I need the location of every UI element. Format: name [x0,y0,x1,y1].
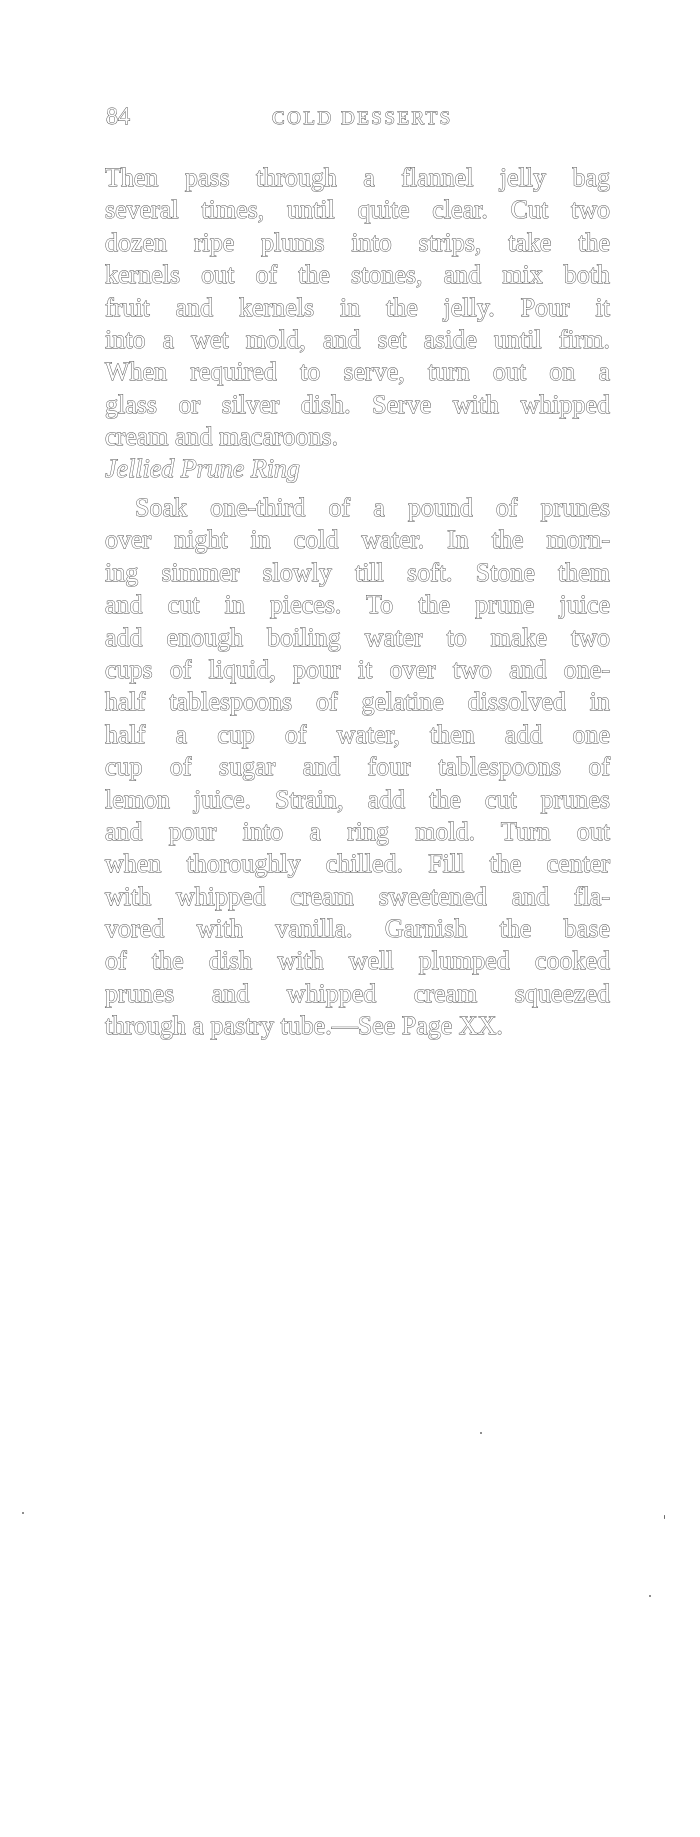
running-head [106,102,606,132]
dust-speck [649,1595,651,1597]
recipe-title: Jellied Prune Ring [105,454,300,483]
dust-speck [22,1512,24,1514]
text-line: several times, until quite clear. Cut two [105,195,610,225]
section-title: COLD DESSERTS [272,108,453,129]
text-line: and pour into a ring mold. Turn out [105,816,610,846]
text-line: cup of sugar and four tablespoons of [105,752,610,782]
text-line: When required to serve, turn out on a [105,357,610,387]
text-line: half a cup of water, then add one [105,719,610,749]
page-number: 84 [106,104,130,130]
text-line: add enough boiling water to make two [105,622,610,652]
text-line: when thoroughly chilled. Fill the center [105,849,610,879]
text-line: prunes and whipped cream squeezed [105,978,610,1008]
text-line: vored with vanilla. Garnish the base [105,914,610,944]
dust-speck [664,1515,665,1519]
text-line: fruit and kernels in the jelly. Pour it [105,292,610,322]
text-line: cream and macaroons. [105,422,339,452]
text-line: cups of liquid, pour it over two and one- [105,654,610,684]
text-line: Then pass through a flannel jelly bag [105,163,610,192]
paragraph-continued [105,162,610,454]
dust-speck [480,1432,482,1434]
text-line: of the dish with well plumped cooked [105,946,610,976]
text-line: glass or silver dish. Serve with whipped [105,389,610,419]
text-line: half tablespoons of gelatine dissolved in [105,687,610,717]
text-line: and cut in pieces. To the prune juice [105,590,610,620]
text-line: kernels out of the stones, and mix both [105,260,610,290]
text-line: Soak one-third of a pound of prunes [135,493,610,522]
text-line: into a wet mold, and set aside until firm. [105,324,610,354]
text-line: lemon juice. Strain, add the cut prunes [105,784,610,814]
text-line: dozen ripe plums into strips, take the [105,227,610,257]
text-line: ing simmer slowly till soft. Stone them [105,557,610,587]
text-line: through a pastry tube.—See Page XX. [105,1011,503,1041]
text-line: with whipped cream sweetened and fla- [105,881,610,911]
recipe-paragraph [105,492,610,1043]
text-line: over night in cold water. In the morn- [105,525,610,555]
